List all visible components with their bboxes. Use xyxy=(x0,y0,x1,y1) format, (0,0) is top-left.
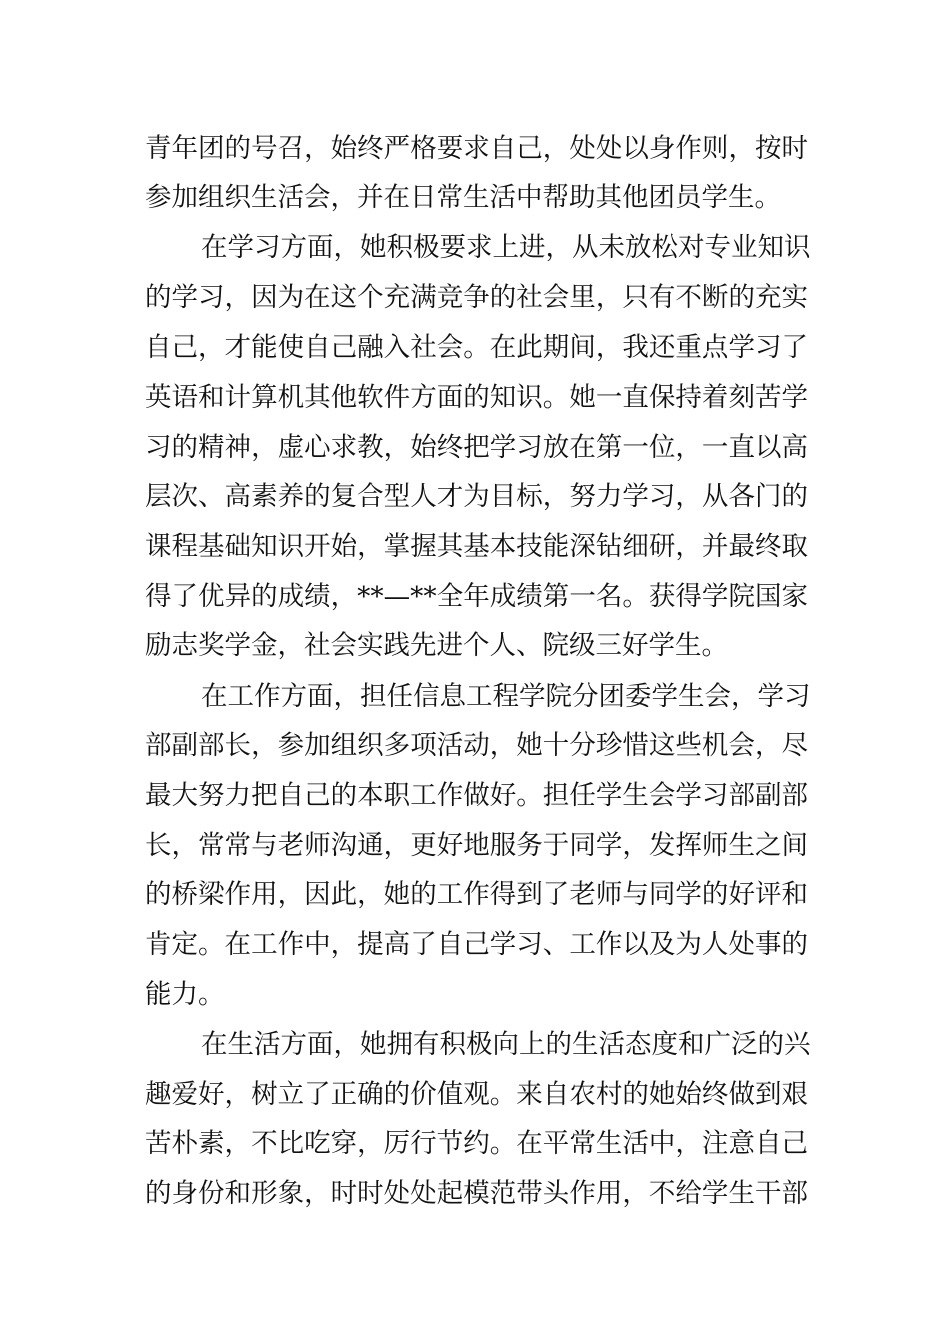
text-line: 苦朴素，不比吃穿，厉行节约。在平常生活中，注意自己 xyxy=(145,1128,808,1159)
text-line: 习的精神，虚心求教，始终把学习放在第一位，一直以高 xyxy=(145,432,808,463)
text-line: 肯定。在工作中，提高了自己学习、工作以及为人处事的 xyxy=(145,929,808,960)
text-line: 最大努力把自己的本职工作做好。担任学生会学习部副部 xyxy=(145,780,808,811)
text-line: 的学习，因为在这个充满竞争的社会里，只有不断的充实 xyxy=(145,282,808,313)
paragraph-first-line: 在生活方面，她拥有积极向上的生活态度和广泛的兴 xyxy=(201,1029,811,1060)
text-line: 课程基础知识开始，掌握其基本技能深钻细研，并最终取 xyxy=(145,531,808,562)
text-line: 自己，才能使自己融入社会。在此期间，我还重点学习了 xyxy=(145,332,808,363)
text-line: 层次、高素养的复合型人才为目标，努力学习，从各门的 xyxy=(145,481,808,512)
text-line: 长，常常与老师沟通，更好地服务于同学，发挥师生之间 xyxy=(145,830,808,861)
text-line: 励志奖学金，社会实践先进个人、院级三好学生。 xyxy=(145,630,728,661)
paragraph-first-line: 在学习方面，她积极要求上进，从未放松对专业知识 xyxy=(201,232,811,263)
paragraph-first-line: 在工作方面，担任信息工程学院分团委学生会，学习 xyxy=(201,681,811,712)
text-line: 趣爱好，树立了正确的价值观。来自农村的她始终做到艰 xyxy=(145,1079,808,1110)
text-line: 能力。 xyxy=(145,979,225,1010)
text-line: 参加组织生活会，并在日常生活中帮助其他团员学生。 xyxy=(145,182,781,213)
text-line: 青年团的号召，始终严格要求自己，处处以身作则，按时 xyxy=(145,133,808,164)
text-line: 部副部长，参加组织多项活动，她十分珍惜这些机会，尽 xyxy=(145,730,808,761)
text-line: 英语和计算机其他软件方面的知识。她一直保持着刻苦学 xyxy=(145,382,808,413)
text-line: 得了优异的成绩，**—**全年成绩第一名。获得学院国家 xyxy=(145,581,808,612)
text-line: 的身份和形象，时时处处起模范带头作用，不给学生干部 xyxy=(145,1178,808,1209)
text-line: 的桥梁作用，因此，她的工作得到了老师与同学的好评和 xyxy=(145,879,808,910)
